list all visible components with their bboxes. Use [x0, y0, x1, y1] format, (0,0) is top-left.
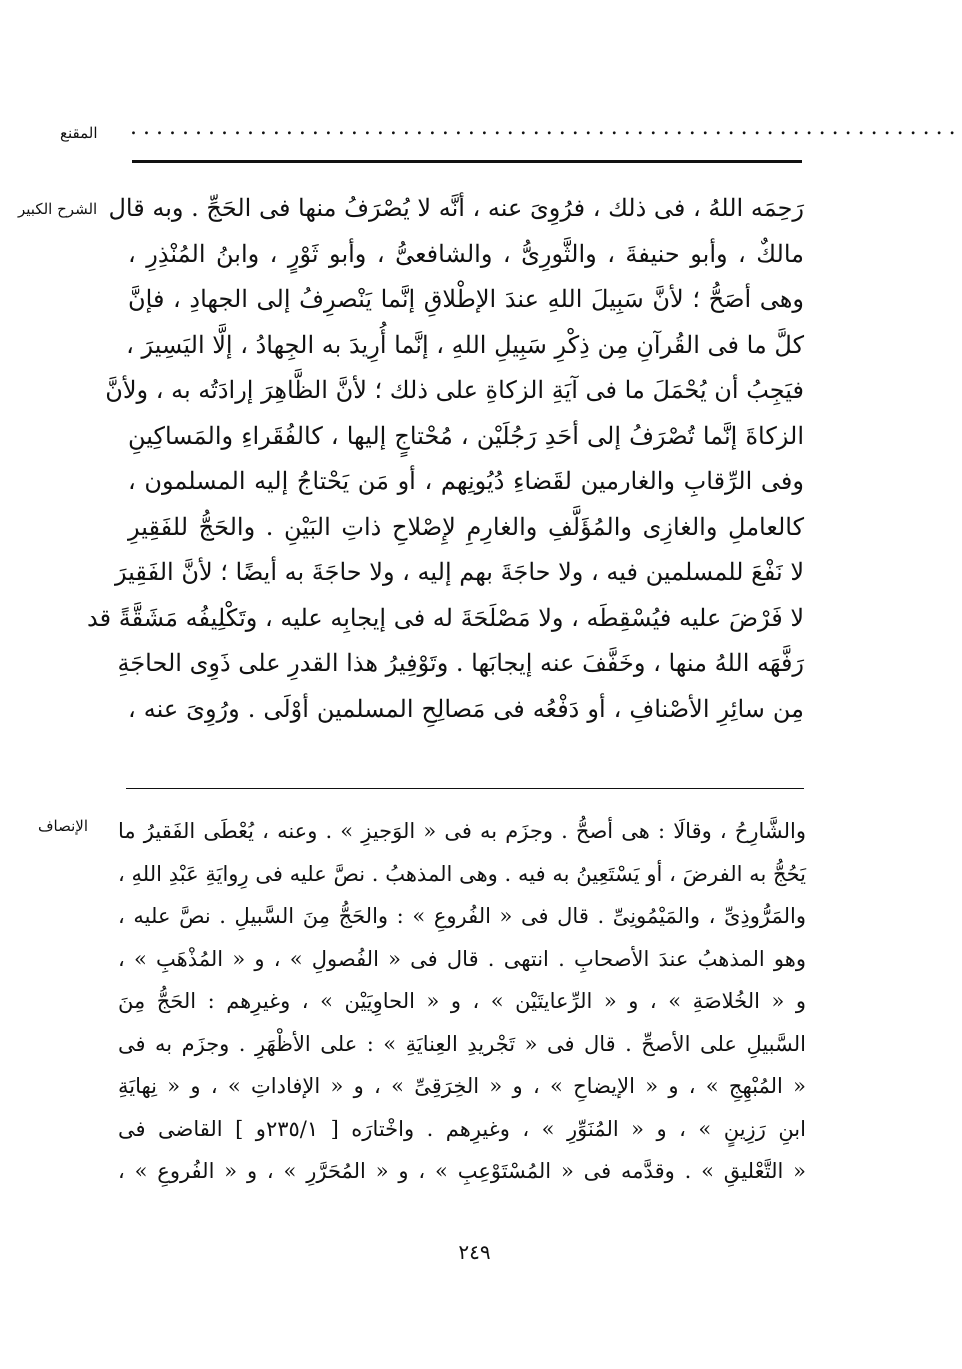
- main-line: رَفَّهَه اللهُ منها ، وخَفَّفَ عنه إيجابَها . وتَوْفِيرُ هذا القدرِ على ذَوِى الحاجَةِ: [117, 649, 804, 677]
- insaf-line: و « الخُلاصَةِ » ، و « الرِّعايتَيْن » ، و « الحاوِيَيْن » ، وغيرِهم : الحَجُّ مِنَ: [118, 989, 806, 1013]
- insaf-line: يَحُجُّ به الفرضَ ، أو يَسْتَعِينُ به فيه . وهى المذهبُ . نصَّ عليه فى رِوايَةِ عَبْدِ اللهِ ،: [118, 861, 806, 886]
- insaf-line: « التَّعْليقِ » . وقدَّمه فى « المُسْتَوْعِبِ » ، و « المُحَرَّرِ » ، و « الفُروعِ » ،: [118, 1159, 806, 1183]
- main-line: مِن سائِرِ الأصْنافِ ، أو دَفْعُه فى مَصالِحِ المسلمين أوْلَى . ورُوِىَ عنه ،: [128, 694, 804, 723]
- header-rule: [132, 160, 802, 163]
- main-line: فيَجِبُ أن يُحْمَلَ ما فى آيَةِ الزكاةِ على ذلك ؛ لأنَّ الظَّاهِرَ إرادَتُه به ، ولأنَّ: [105, 376, 804, 404]
- main-line: رَحِمَه اللهُ ، فى ذلك ، فرُوِىَ عنه ، أنَّه لا يُصْرَفُ منها فى الحَجِّ . وبه قال: [108, 194, 804, 222]
- insaf-text-block: [118, 810, 806, 1193]
- header-dotted-leader: ................................................................: [130, 115, 962, 140]
- main-line: لا نَفْعَ للمسلمين فيه ، ولا حاجَةَ بهم إليه ، ولا حاجَةَ به أيضًا ؛ لأنَّ الفَقِيرَ: [114, 558, 804, 586]
- page-number: ٢٤٩: [458, 1240, 491, 1264]
- main-text-block: [87, 186, 805, 732]
- main-line: مالكٌ ، وأبو حنيفةَ ، والثَّورِىُّ ، والشافعىُّ ، وأبو ثَوْرٍ ، وابنُ المُنْذِرِ ،: [128, 239, 804, 268]
- margin-label-insaf: الإنصاف: [38, 817, 89, 835]
- running-header-title: المقنع: [60, 124, 98, 142]
- main-line: وفى الرِّقابِ والغارمين لقَضاءِ دُيُونِهم ، أو مَن يَحْتاجُ إليه المسلمون ،: [128, 467, 804, 495]
- main-line: لا فَرْضَ عليه فيُسْقِطَه ، ولا مَصْلَحَةَ له فى إيجابِه عليه ، وتَكْلِيفُه مَشَقَّةً قد: [87, 603, 804, 632]
- main-line: كلَّ ما فى القُرآنِ مِن ذِكْرِ سَبِيلِ اللهِ ، إنَّما أُرِيدَ به الجِهادُ ، إلَّا اليَسِيرَ ،: [126, 330, 804, 359]
- insaf-line: « المُبْهِجِ » ، و « الإيضاحِ » ، و « الخِرَقِىِّ » ، و « الإفاداتِ » ، و « نِهايَةِ: [118, 1074, 806, 1098]
- insaf-line: والمَرُّوذِىِّ ، والمَيْمُونِىِّ . قال فى « الفُروعِ » : والحَجُّ مِنَ السَّبيلِ . نصَّ عليه ،: [118, 904, 806, 928]
- main-line: كالعاملِ والغازِى والمُؤَلَّفِ والغارِمِ لإِصْلاحِ ذاتِ البَيْنِ . والحَجُّ للفَقِيرِ: [128, 512, 804, 541]
- insaf-line: ابنِ رَزِينٍ » ، و « المُنَوِّرِ » ، وغيرِهم . واخْتارَه [ ٢٣٥/١و ] القاضى فى: [118, 1116, 806, 1141]
- margin-label-sharh: الشرح الكبير: [18, 200, 98, 218]
- insaf-line: والشَّارِحُ ، وقالَا : هى أصحُّ . وجزَم به فى « الوَجيزِ » . وعنه ، يُعْطَى الفَقيرُ ما: [118, 819, 806, 843]
- section-divider: [126, 788, 804, 789]
- main-line: الزكاةَ إنَّما تُصْرَفُ إلى أحَدِ رَجُلَيْن ، مُحْتاجٍ إليها ، كالفُقَراءِ والمَساكِينِ: [128, 421, 804, 450]
- insaf-line: وهو المذهبُ عندَ الأصحابِ . انتهى . قال فى « الفُصولِ » ، و « المُذْهَبِ » ،: [118, 946, 806, 971]
- main-line: وهى أصَحُّ ؛ لأنَّ سَبِيلَ اللهِ عندَ الإطْلاقِ إنَّما يَنْصرِفُ إلى الجهادِ ، فإنَّ: [128, 285, 805, 313]
- insaf-line: السَّبيلِ على الأصحِّ . قال فى « تَجْريدِ العِنايَةِ » : على الأظْهَرِ . وجزَم به فى: [118, 1031, 806, 1056]
